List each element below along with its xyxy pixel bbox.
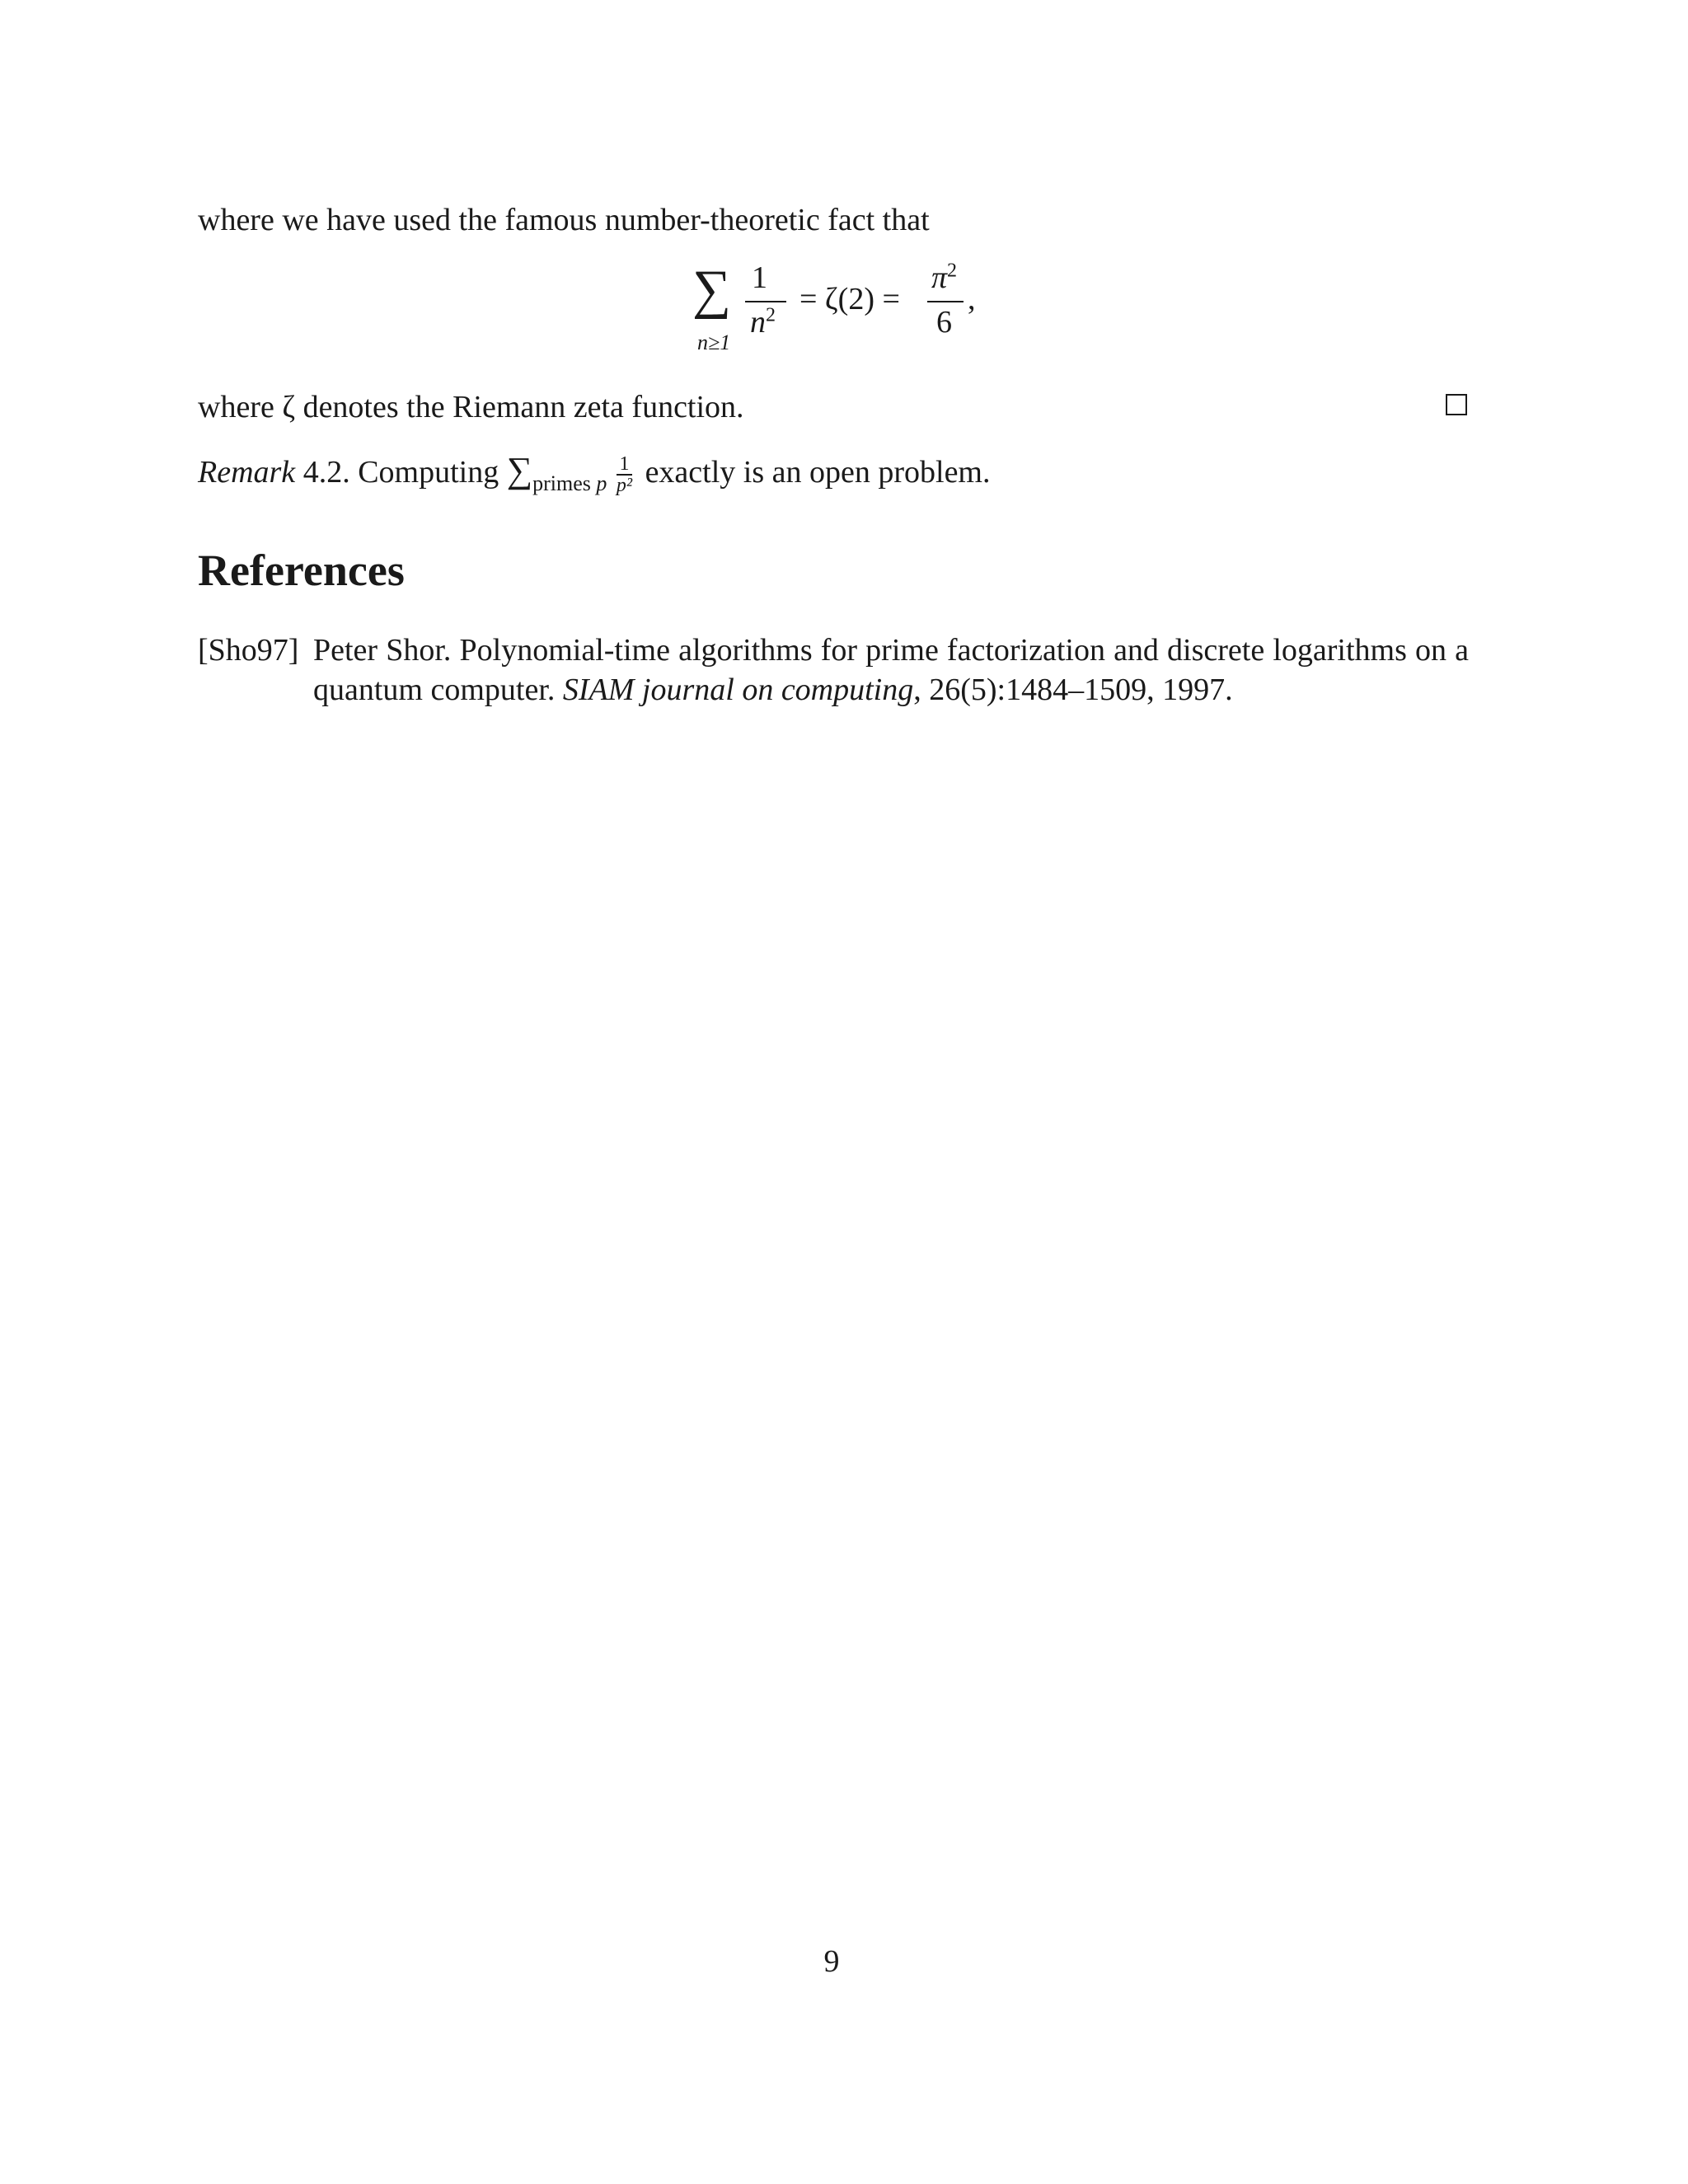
remark-subscript: primes p — [532, 471, 607, 495]
intro-paragraph: where we have used the famous number-theoretic fact that — [198, 203, 930, 237]
remark-label: Remark — [198, 455, 296, 490]
pi-squared: $\pi^2$ — [931, 260, 958, 295]
reference-entry — [313, 630, 1469, 710]
fraction-bar — [745, 301, 786, 302]
page-number: 9 — [823, 1944, 840, 1979]
zeta-equals: = ζ(2) = — [799, 282, 900, 316]
remark-tail: exactly is an open problem. — [645, 455, 991, 490]
pi-denominator: 6 — [936, 305, 952, 340]
remark-4-2 — [198, 451, 991, 495]
zeta-equation — [692, 260, 1006, 367]
reference-journal: SIAM journal on computing — [562, 673, 914, 707]
equation-comma: , — [968, 282, 976, 316]
references-heading: References — [198, 546, 405, 595]
fraction-denominator: $n^2$ — [750, 304, 776, 340]
summation-symbol: ∑ — [692, 260, 732, 320]
reference-authors-title: Peter Shor. Polynomial-time algorithms for prime factorization and discrete logarithms on a quantum computer. — [313, 633, 1469, 707]
remark-lead: 4.2. Computing — [302, 455, 499, 490]
pi-fraction-bar — [927, 301, 964, 302]
reference-label: [Sho97] — [198, 633, 299, 668]
zeta-paragraph: where ζ denotes the Riemann zeta function. — [198, 390, 744, 424]
summation-subscript: n≥1 — [697, 330, 731, 354]
reference-details: , 26(5):1484–1509, 1997. — [913, 673, 1233, 707]
fraction-numerator: 1 — [752, 260, 767, 295]
remark-fraction: $\frac{1}{\text{p²}}$ — [616, 453, 633, 497]
remark-sigma: ∑ — [506, 450, 533, 490]
qed-square-icon — [1446, 394, 1467, 415]
